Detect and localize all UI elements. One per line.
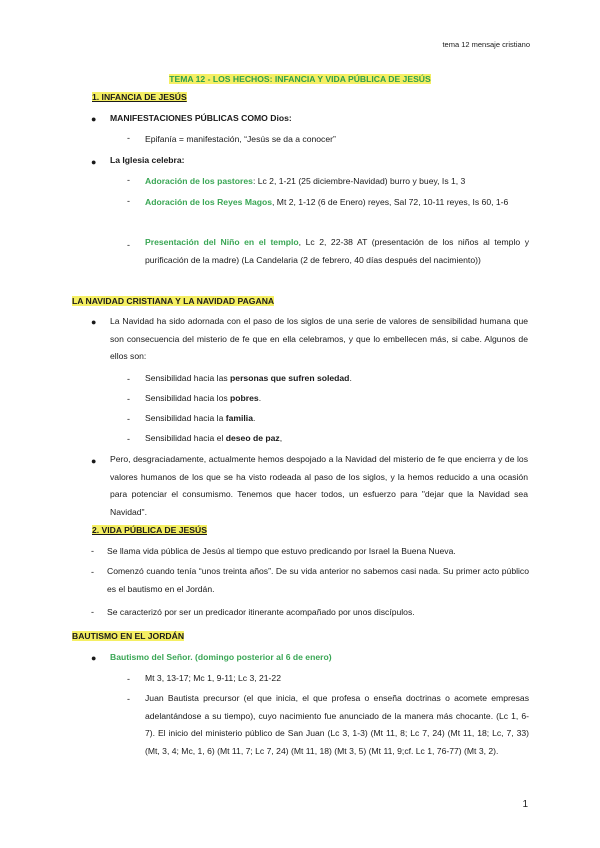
list-item: Mt 3, 13-17; Mc 1, 9-11; Lc 3, 21-22 (145, 673, 281, 683)
list-item: Sensibilidad hacia la familia. (145, 413, 256, 423)
paragraph: Pero, desgraciadamente, actualmente hemos despojado a la Navidad del misterio de fe que encierra y de los valores humanos de los que se ha visto rodeada al paso de los siglos, y la hemos reducido a una ocasión para potenciar el consumismo. Tenemos que hacer todos, un esfuerzo para "dejar que la Navidad sea Navidad". (110, 454, 528, 517)
list-item: La Iglesia celebra: (110, 155, 185, 165)
list-item: Adoración de los pastores: Lc 2, 1-21 (25 diciembre-Navidad) burro y buey, Is 1, 3 (145, 176, 466, 186)
list-item: Se caracterizó por ser un predicador itinerante acompañado por unos discípulos. (107, 607, 415, 617)
bullet-icon: ● (91, 157, 97, 167)
dash-icon: - (127, 196, 130, 206)
bullet-icon: ● (91, 456, 97, 466)
running-header: tema 12 mensaje cristiano (442, 40, 530, 49)
paragraph: La Navidad ha sido adornada con el paso de los siglos de una serie de valores de sensibilidad humana que son consecuencia del misterio de fe que en ella celebramos, y que lo embellecen más, si cabe. Algunos de ellos son: (110, 316, 528, 361)
section-heading-navidad: LA NAVIDAD CRISTIANA Y LA NAVIDAD PAGANA (72, 296, 275, 306)
dash-icon: - (127, 414, 130, 424)
list-item: Bautismo del Señor. (domingo posterior al 6 de enero) (110, 652, 332, 662)
list-item: Juan Bautista precursor (el que inicia, el que profesa o enseña doctrinas o acomete empresas adelantándose a su tiempo), cuyo nacimiento fue anunciado de la manera más chocante. (Lc 1, 6-7). El inicio del ministerio público de San Juan (Lc 3, 1-3) (Mt 11, 8; Lc 7, 24) (Mt 11, 18; Lc, 7, 33) (Mt, 3, 4; Mc, 1, 6) (Mt 11, 7; Lc 7, 24) (Mt 11, 18) (Mt 3, 5) (Mt 11, 9;cf. Lc 1, 76-77) (Mt 3, 2). (145, 693, 529, 756)
page-number: 1 (522, 799, 528, 810)
dash-icon: - (127, 434, 130, 444)
list-item: MANIFESTACIONES PÚBLICAS COMO Dios: (110, 113, 292, 123)
list-item: Presentación del Niño en el templo, Lc 2, 22-38 AT (presentación de los niños al templo y purificación de la madre) (La Candelaria (2 de febrero, 40 días después del nacimiento)) (145, 237, 529, 265)
dash-icon: - (91, 546, 94, 556)
list-item: Adoración de los Reyes Magos, Mt 2, 1-12 (6 de Enero) reyes, Sal 72, 10-11 reyes, Is 60, 1-6 (145, 197, 509, 207)
list-item: Sensibilidad hacia las personas que sufren soledad. (145, 373, 352, 383)
section-heading-vida-publica: 2. VIDA PÚBLICA DE JESÚS (92, 525, 207, 535)
bullet-icon: ● (91, 317, 97, 327)
page-title: TEMA 12 - LOS HECHOS: INFANCIA Y VIDA PÚBLICA DE JESÚS (169, 74, 431, 84)
dash-icon: - (127, 175, 130, 185)
bullet-icon: ● (91, 653, 97, 663)
dash-icon: - (91, 607, 94, 617)
section-heading-infancia: 1. INFANCIA DE JESÚS (92, 92, 187, 102)
dash-icon: - (127, 394, 130, 404)
dash-icon: - (127, 694, 130, 704)
list-item: Comenzó cuando tenía “unos treinta años”. De su vida anterior no sabemos casi nada. Su primer acto público es el bautismo en el Jordán. (107, 566, 529, 594)
dash-icon: - (91, 567, 94, 577)
dash-icon: - (127, 133, 130, 143)
dash-icon: - (127, 674, 130, 684)
list-item: Se llama vida pública de Jesús al tiempo que estuvo predicando por Israel la Buena Nueva. (107, 546, 456, 556)
section-heading-bautismo: BAUTISMO EN EL JORDÁN (72, 631, 185, 641)
dash-icon: - (127, 240, 130, 250)
list-item: Sensibilidad hacia el deseo de paz, (145, 433, 283, 443)
bullet-icon: ● (91, 114, 97, 124)
dash-icon: - (127, 374, 130, 384)
list-item: Epifanía = manifestación, “Jesús se da a conocer” (145, 134, 336, 144)
list-item: Sensibilidad hacia los pobres. (145, 393, 262, 403)
